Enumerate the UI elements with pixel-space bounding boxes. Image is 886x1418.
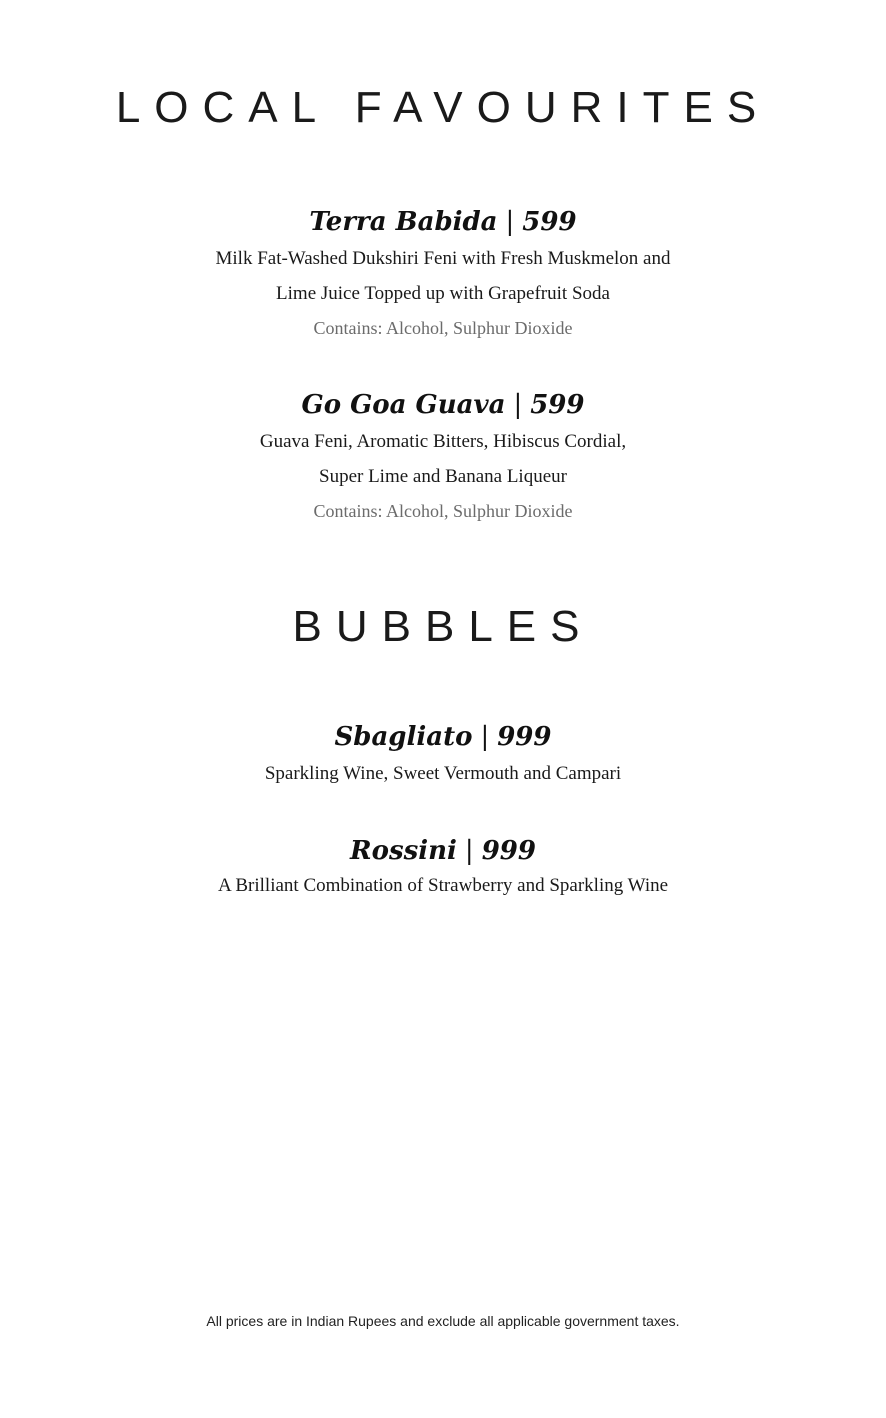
menu-item-terra-babida xyxy=(0,205,886,346)
menu-item-name: Go Goa Guava xyxy=(301,390,506,420)
section-title-bubbles: BUBBLES xyxy=(292,602,594,651)
menu-item-description-line: Lime Juice Topped up with Grapefruit Soda xyxy=(276,283,610,304)
menu-item-allergens: Contains: Alcohol, Sulphur Dioxide xyxy=(313,501,573,521)
menu-item-description-line: Guava Feni, Aromatic Bitters, Hibiscus Cordial, xyxy=(259,431,627,452)
menu-item-name: Rossini xyxy=(350,836,457,866)
section-title-local-favourites: LOCAL FAVOURITES xyxy=(115,83,771,132)
menu-item-name: Sbagliato xyxy=(334,722,473,752)
menu-item-heading xyxy=(0,205,886,239)
menu-item-heading xyxy=(0,720,886,754)
menu-item-price: 999 xyxy=(481,836,536,866)
menu-item-description-line: A Brilliant Combination of Strawberry and Sparkling Wine xyxy=(217,875,669,896)
menu-item-go-goa-guava xyxy=(0,388,886,529)
price-separator: | xyxy=(480,722,490,752)
menu-item-heading xyxy=(0,834,886,868)
menu-item-description-line: Sparkling Wine, Sweet Vermouth and Campari xyxy=(264,763,622,784)
menu-item-price: 599 xyxy=(530,390,585,420)
menu-item-heading xyxy=(0,388,886,422)
menu-item-price: 599 xyxy=(522,207,577,237)
price-separator: | xyxy=(513,390,523,420)
footer-tax-note: All prices are in Indian Rupees and exclude all applicable government taxes. xyxy=(206,1313,680,1329)
price-separator: | xyxy=(505,207,515,237)
menu-item-description-line: Milk Fat-Washed Dukshiri Feni with Fresh Muskmelon and xyxy=(215,248,671,269)
menu-item-allergens: Contains: Alcohol, Sulphur Dioxide xyxy=(313,318,573,338)
menu-item-name: Terra Babida xyxy=(309,207,498,237)
menu-item-rossini xyxy=(0,834,886,903)
menu-item-description-line: Super Lime and Banana Liqueur xyxy=(319,466,567,487)
menu-item-sbagliato xyxy=(0,720,886,791)
price-separator: | xyxy=(464,836,474,866)
menu-item-price: 999 xyxy=(497,722,552,752)
